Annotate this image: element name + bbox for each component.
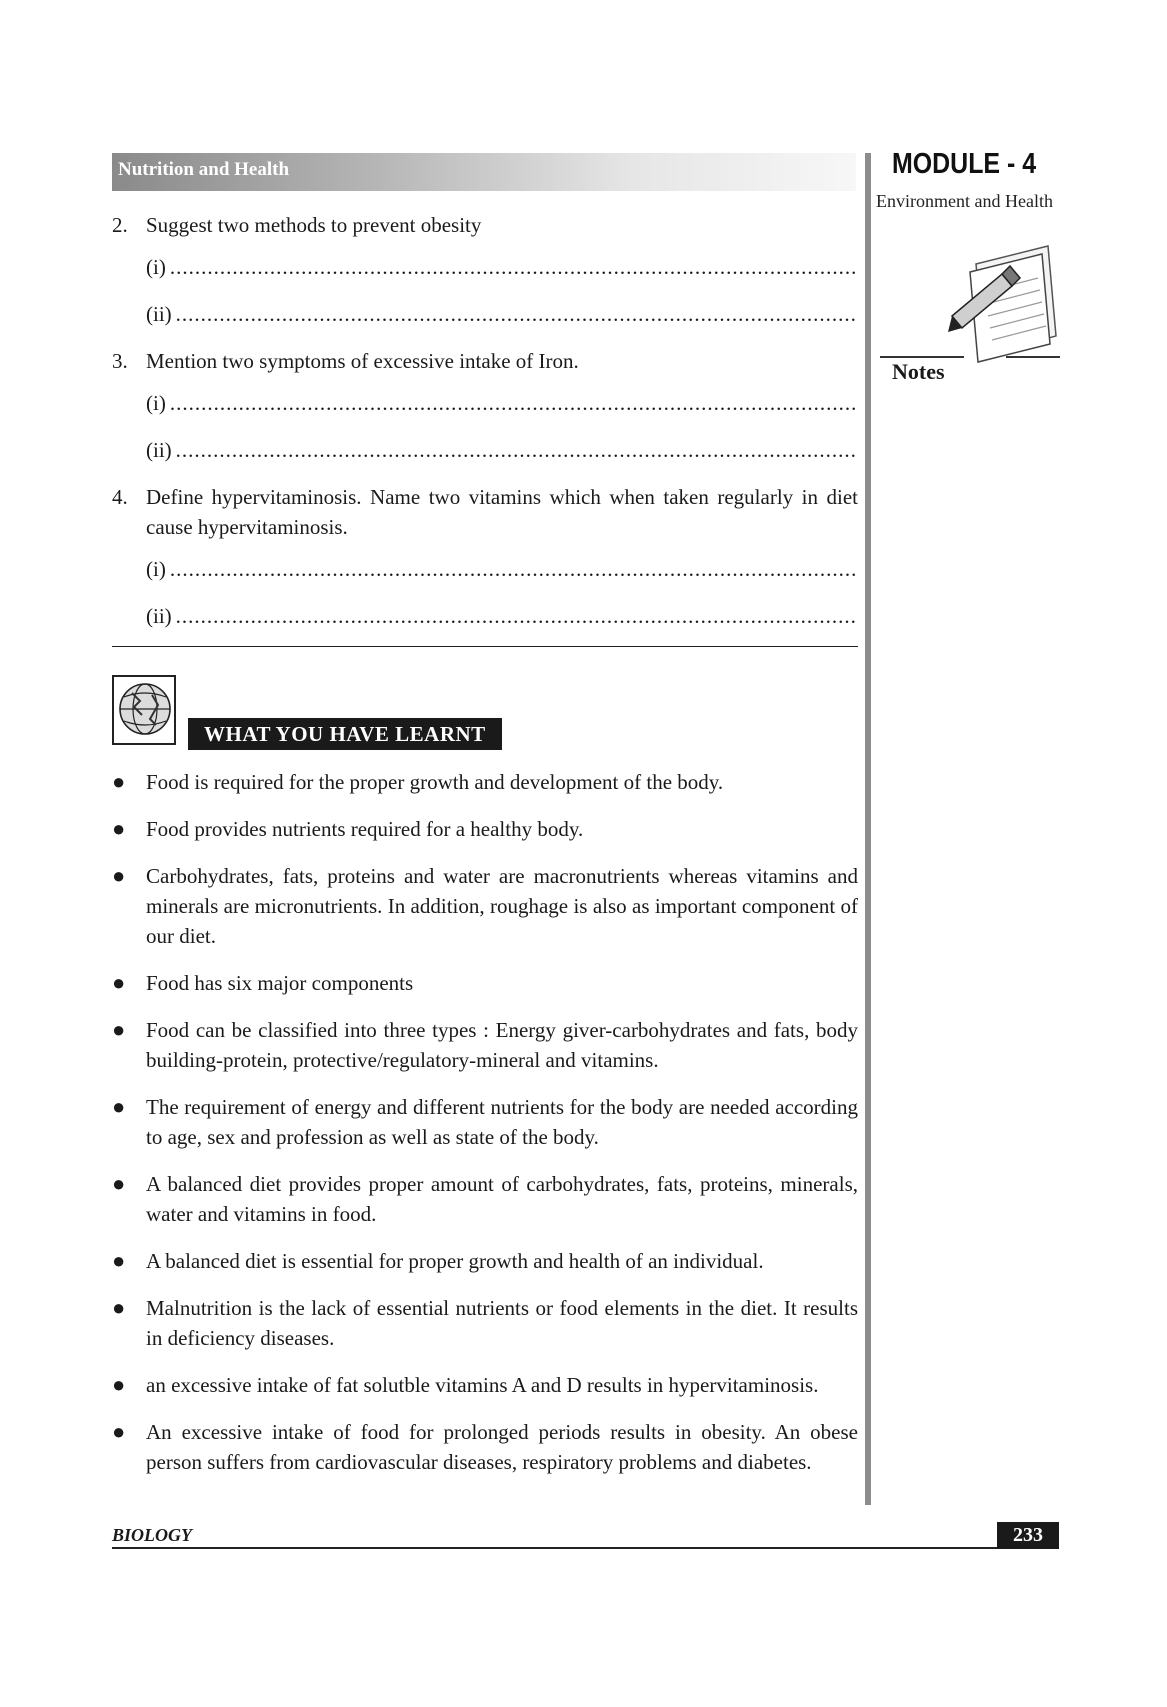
margin-divider: [865, 153, 871, 1505]
bullet-icon: ●: [112, 1248, 126, 1273]
answer-label: (i): [146, 255, 166, 279]
list-item-text: Food provides nutrients required for a healthy body.: [146, 817, 584, 841]
list-item-text: The requirement of energy and different nutrients for the body are needed according to age, sex and profession as well as state of the body.: [146, 1095, 858, 1149]
question-text: Suggest two methods to prevent obesity: [146, 213, 482, 237]
bullet-icon: ●: [112, 1295, 126, 1320]
answer-line[interactable]: [146, 554, 858, 601]
list-item-text: Food is required for the proper growth and development of the body.: [146, 770, 724, 794]
learnt-section-header: [112, 647, 858, 755]
answer-line[interactable]: [146, 388, 858, 435]
dotted-blank: [176, 299, 858, 329]
list-item-text: Food can be classified into three types : Energy giver-carbohydrates and fats, body building-protein, protective/regulatory-mineral and vitamins.: [146, 1018, 858, 1072]
list-item-text: An excessive intake of food for prolonged periods results in obesity. An obese person suffers from cardiovascular diseases, respiratory problems and diabetes.: [146, 1420, 858, 1474]
notes-rule-right: [1006, 356, 1060, 358]
notes-label: Notes: [892, 359, 945, 384]
list-item-text: Malnutrition is the lack of essential nutrients or food elements in the diet. It results in deficiency diseases.: [146, 1296, 858, 1350]
list-item-text: an excessive intake of fat solutble vitamins A and D results in hypervitaminosis.: [146, 1373, 819, 1397]
bullet-icon: ●: [112, 1017, 126, 1042]
bullet-icon: ●: [112, 1372, 126, 1397]
answer-label: (ii): [146, 604, 172, 628]
question-number: 2.: [112, 213, 128, 237]
list-item: [112, 861, 858, 951]
answer-line[interactable]: [146, 252, 858, 299]
question-number: 3.: [112, 349, 128, 373]
list-item: [112, 814, 858, 844]
list-item: [112, 1293, 858, 1353]
answer-line[interactable]: [146, 601, 858, 648]
chapter-title: Nutrition and Health: [118, 159, 290, 180]
page-number: 233: [997, 1522, 1059, 1549]
list-item: [112, 1092, 858, 1152]
bullet-icon: ●: [112, 1171, 126, 1196]
question-block: [112, 210, 858, 346]
footer-subject: BIOLOGY: [112, 1525, 192, 1545]
list-item: [112, 767, 858, 797]
list-item-text: Food has six major components: [146, 971, 414, 995]
bullet-icon: ●: [112, 863, 126, 888]
footer-rule: [112, 1547, 1058, 1549]
list-item: [112, 1246, 858, 1276]
list-item: [112, 968, 858, 998]
dotted-blank: [176, 601, 858, 631]
chapter-header-bar: [112, 153, 856, 191]
list-item-text: Carbohydrates, fats, proteins and water are macronutrients whereas vitamins and minerals are micronutrients. In addition, roughage is also as important component of our diet.: [146, 864, 858, 948]
notepad-pencil-icon: [948, 244, 1060, 366]
question-number: 4.: [112, 485, 128, 509]
list-item: [112, 1015, 858, 1075]
list-item: [112, 1169, 858, 1229]
question-block: [112, 346, 858, 482]
list-item-text: A balanced diet is essential for proper growth and health of an individual.: [146, 1249, 764, 1273]
bullet-icon: ●: [112, 1419, 126, 1444]
bullet-icon: ●: [112, 970, 126, 995]
notes-rule-left: [880, 356, 964, 358]
answer-line[interactable]: [146, 435, 858, 482]
answer-label: (ii): [146, 302, 172, 326]
dotted-blank: [170, 388, 858, 418]
bullet-icon: ●: [112, 1094, 126, 1119]
globe-icon: [112, 675, 176, 745]
list-item: [112, 1417, 858, 1477]
module-subtitle: Environment and Health: [876, 191, 1053, 211]
dotted-blank: [170, 554, 858, 584]
answer-label: (i): [146, 391, 166, 415]
learnt-section-title: WHAT YOU HAVE LEARNT: [188, 718, 502, 750]
question: [112, 346, 858, 376]
answer-label: (i): [146, 557, 166, 581]
question-text: Define hypervitaminosis. Name two vitamins which when taken regularly in diet cause hypervitaminosis.: [146, 485, 858, 539]
bullet-icon: ●: [112, 769, 126, 794]
main-content: [112, 210, 858, 1494]
list-item-text: A balanced diet provides proper amount of carbohydrates, fats, proteins, minerals, water and vitamins in food.: [146, 1172, 858, 1226]
question: [112, 210, 858, 240]
question: [112, 482, 858, 542]
module-title: MODULE - 4: [892, 148, 1037, 180]
question-block: [112, 482, 858, 648]
learnt-list: [112, 767, 858, 1477]
bullet-icon: ●: [112, 816, 126, 841]
dotted-blank: [170, 252, 858, 282]
dotted-blank: [176, 435, 858, 465]
list-item: [112, 1370, 858, 1400]
answer-label: (ii): [146, 438, 172, 462]
question-text: Mention two symptoms of excessive intake of Iron.: [146, 349, 579, 373]
answer-line[interactable]: [146, 299, 858, 346]
